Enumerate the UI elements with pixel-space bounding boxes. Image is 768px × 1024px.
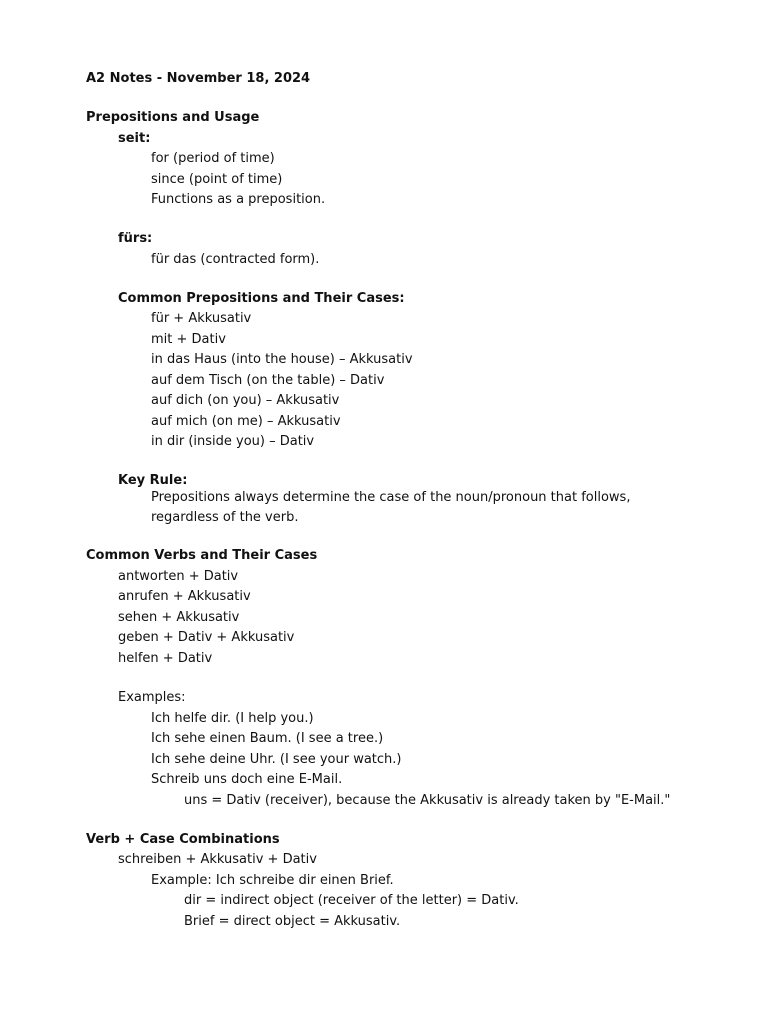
key-rule-text: Prepositions always determine the case of the noun/pronoun that follows, xyxy=(151,490,631,505)
list-item: antworten + Dativ xyxy=(118,569,239,584)
document-title: A2 Notes - November 18, 2024 xyxy=(86,71,311,86)
list-item: geben + Dativ + Akkusativ xyxy=(118,630,295,645)
subheading-common-prepositions: Common Prepositions and Their Cases: xyxy=(118,291,405,306)
example-note: uns = Dativ (receiver), because the Akkusativ is already taken by "E-Mail." xyxy=(184,793,671,808)
section-heading-verbs: Common Verbs and Their Cases xyxy=(86,548,318,563)
example-sentence: Ich sehe einen Baum. (I see a tree.) xyxy=(151,731,384,746)
list-item: sehen + Akkusativ xyxy=(118,610,240,625)
subheading-fuers: fürs: xyxy=(118,231,153,246)
section-heading-combinations: Verb + Case Combinations xyxy=(86,832,280,847)
combination-verb: schreiben + Akkusativ + Dativ xyxy=(118,852,317,867)
subheading-key-rule: Key Rule: xyxy=(118,473,188,488)
example-sentence: Schreib uns doch eine E-Mail. xyxy=(151,772,343,787)
list-item: Functions as a preposition. xyxy=(151,192,326,207)
list-item: helfen + Dativ xyxy=(118,651,213,666)
subheading-seit: seit: xyxy=(118,131,151,146)
list-item: since (point of time) xyxy=(151,172,283,187)
list-item: für + Akkusativ xyxy=(151,311,252,326)
combination-note: dir = indirect object (receiver of the letter) = Dativ. xyxy=(184,893,519,908)
combination-note: Brief = direct object = Akkusativ. xyxy=(184,914,401,929)
list-item: in das Haus (into the house) – Akkusativ xyxy=(151,352,413,367)
list-item: auf mich (on me) – Akkusativ xyxy=(151,414,341,429)
list-item: anrufen + Akkusativ xyxy=(118,589,251,604)
list-item: mit + Dativ xyxy=(151,332,226,347)
list-item: for (period of time) xyxy=(151,151,275,166)
list-item: auf dem Tisch (on the table) – Dativ xyxy=(151,373,385,388)
combination-example: Example: Ich schreibe dir einen Brief. xyxy=(151,873,394,888)
example-sentence: Ich sehe deine Uhr. (I see your watch.) xyxy=(151,752,402,767)
list-item: für das (contracted form). xyxy=(151,252,320,267)
list-item: auf dich (on you) – Akkusativ xyxy=(151,393,340,408)
key-rule-text: regardless of the verb. xyxy=(151,510,299,525)
examples-label: Examples: xyxy=(118,690,186,705)
example-sentence: Ich helfe dir. (I help you.) xyxy=(151,711,314,726)
list-item: in dir (inside you) – Dativ xyxy=(151,434,315,449)
section-heading-prepositions: Prepositions and Usage xyxy=(86,110,260,125)
